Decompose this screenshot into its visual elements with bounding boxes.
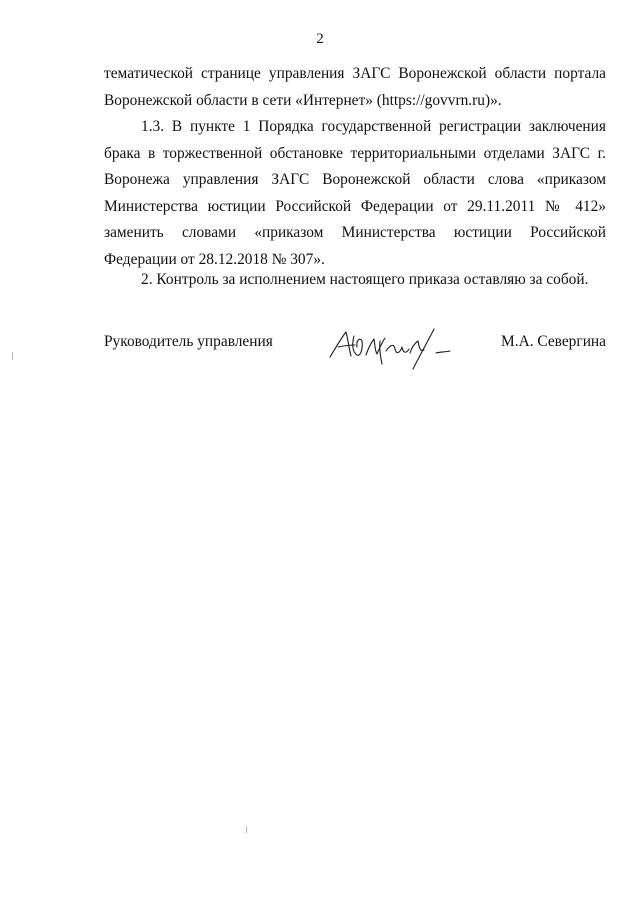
signer-title: Руководитель управления: [104, 333, 273, 350]
paragraph-item-2: 2. Контроль за исполнением настоящего приказа оставляю за собой.: [141, 271, 589, 288]
page-number: 2: [316, 31, 324, 47]
handwritten-signature: [324, 323, 464, 373]
paragraph-item-1-3: 1.3. В пункте 1 Порядка государственной регистрации заключения брака в торжественной обстановке территориальными отделами ЗАГС г. Воронежа управления ЗАГС Воронежской области слова «приказом Министерства юстиции Российской Федерации от 29.11.2011 № 412» заменить словами «приказом Министерства юстиции Российской Федерации от 28.12.2018 № 307».: [104, 118, 606, 268]
scan-margin-mark: [12, 352, 13, 360]
scan-margin-mark: [246, 826, 247, 833]
paragraph-continuation: тематической странице управления ЗАГС Воронежской области портала Воронежской области в сети «Интернет» (https://govvrn.ru)».: [104, 65, 606, 109]
signer-name: М.А. Севергина: [501, 333, 606, 350]
signature-block: [104, 323, 606, 373]
